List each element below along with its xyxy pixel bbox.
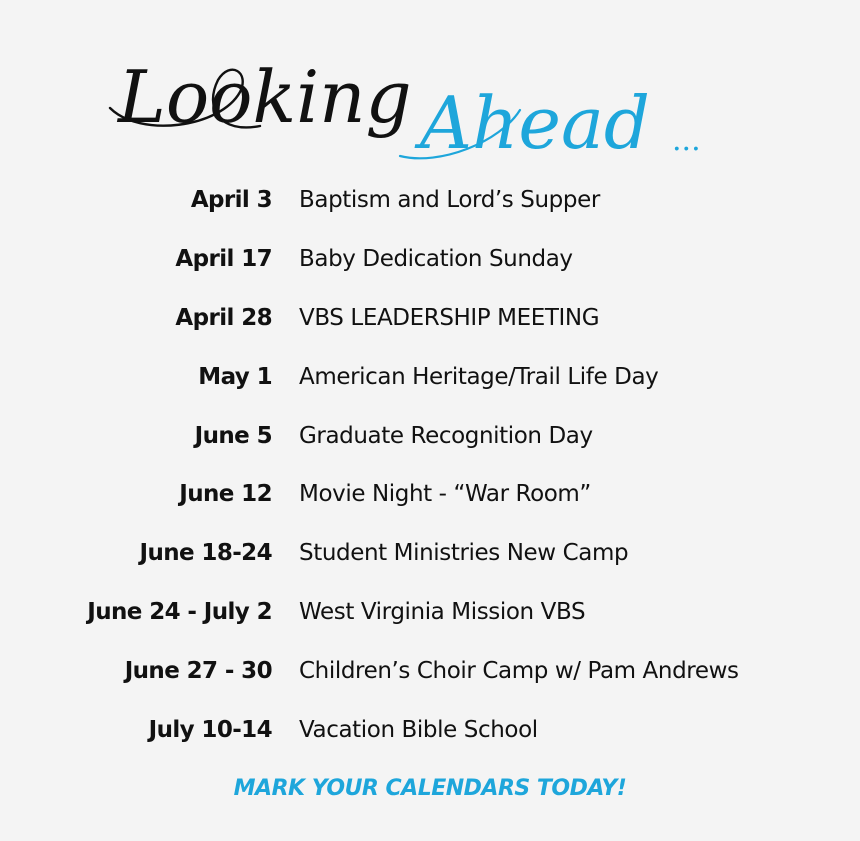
event-date: April 28 <box>175 304 272 331</box>
event-description: VBS LEADERSHIP MEETING <box>299 304 600 331</box>
event-description: Student Ministries New Camp <box>299 540 629 567</box>
event-row <box>0 291 860 350</box>
event-row <box>0 526 860 585</box>
title-looking: Looking <box>118 55 412 139</box>
event-date: April 3 <box>190 187 272 213</box>
event-date: June 24 - July 2 <box>87 599 272 626</box>
event-description: Baptism and Lord’s Supper <box>299 187 600 213</box>
event-row <box>0 409 860 468</box>
event-description: Movie Night - “War Room” <box>299 481 591 508</box>
calendar-reminder-banner: MARK YOUR CALENDARS TODAY! <box>233 776 627 801</box>
event-description: Children’s Choir Camp w/ Pam Andrews <box>299 658 739 685</box>
looking-ahead-script-title <box>100 30 740 170</box>
event-date: June 27 - 30 <box>124 658 272 685</box>
event-row <box>0 644 860 703</box>
title-ahead: Ahead <box>420 81 650 165</box>
event-date: May 1 <box>198 363 272 390</box>
event-row <box>0 585 860 644</box>
event-description: West Virginia Mission VBS <box>299 599 586 626</box>
events-list <box>0 173 860 762</box>
event-date: April 17 <box>175 245 272 272</box>
event-description: American Heritage/Trail Life Day <box>299 363 659 390</box>
page-title <box>100 30 740 170</box>
event-row <box>0 350 860 409</box>
event-description: Vacation Bible School <box>299 717 538 744</box>
event-row <box>0 173 860 232</box>
event-date: June 18-24 <box>139 540 272 567</box>
event-date: June 5 <box>194 422 272 449</box>
event-date: July 10-14 <box>148 717 272 744</box>
event-row <box>0 703 860 762</box>
event-description: Graduate Recognition Day <box>299 422 593 449</box>
event-row <box>0 467 860 526</box>
event-row <box>0 232 860 291</box>
title-ellipsis: ... <box>672 123 701 158</box>
event-date: June 12 <box>179 481 272 508</box>
event-description: Baby Dedication Sunday <box>299 245 573 272</box>
